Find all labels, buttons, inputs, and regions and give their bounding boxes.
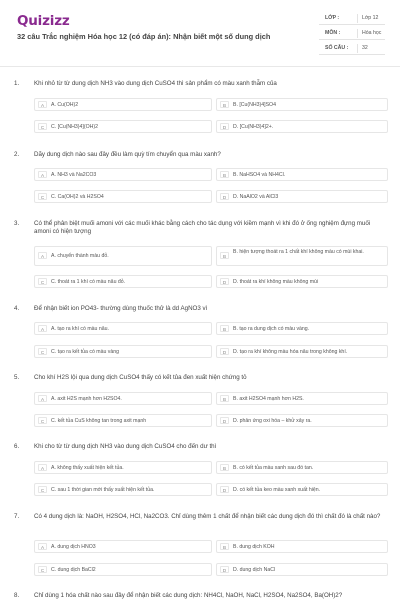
question-number: 8. <box>14 592 20 599</box>
option-letter: B <box>220 101 229 108</box>
option-letter: C <box>38 486 47 493</box>
option-letter: A <box>38 252 47 259</box>
option-letter: C <box>38 193 47 200</box>
question-number: 1. <box>14 80 20 87</box>
option-text: B. axit H2SO4 mạnh hơn H2S. <box>233 396 304 402</box>
option-text: C. sau 1 thời gian mới thấy xuất hiện kết tủa. <box>51 487 155 493</box>
option-letter: B <box>220 171 229 178</box>
question-text: Cho khí H2S lội qua dung dịch CuSO4 thấy có kết tủa đen xuất hiện chứng tỏ <box>34 374 247 381</box>
question-number: 4. <box>14 305 20 312</box>
option-a[interactable] <box>34 392 212 405</box>
option-c[interactable] <box>34 190 212 203</box>
meta-label: LỚP : <box>325 15 340 21</box>
option-letter: B <box>220 543 229 550</box>
option-b[interactable] <box>216 246 388 266</box>
quiz-title: 32 câu Trắc nghiệm Hóa học 12 (có đáp án): Nhận biết một số dung dịch <box>17 32 271 41</box>
meta-divider <box>357 29 358 38</box>
option-d[interactable] <box>216 345 388 358</box>
option-c[interactable] <box>34 120 212 133</box>
option-text: D. có kết tủa keo màu xanh xuất hiện. <box>233 487 321 493</box>
option-text: C. kết tủa CuS không tan trong axit mạnh <box>51 418 147 424</box>
option-text: D. thoát ra khí không màu không mùi <box>233 279 319 285</box>
option-d[interactable] <box>216 275 388 288</box>
meta-divider <box>357 14 358 23</box>
question-number: 7. <box>14 513 20 520</box>
option-text: B. NaHSO4 và NH4Cl. <box>233 172 286 178</box>
option-text: B. có kết tủa màu xanh sau đó tan. <box>233 465 314 471</box>
option-letter: A <box>38 171 47 178</box>
option-c[interactable] <box>34 345 212 358</box>
question-text: Dãy dung dịch nào sau đây đều làm quỳ tím chuyển qua màu xanh? <box>34 151 221 158</box>
option-a[interactable] <box>34 246 212 266</box>
meta-row-grade <box>319 12 385 25</box>
header-divider <box>0 66 400 67</box>
option-letter: D <box>220 348 229 355</box>
option-text: A. chuyển thành màu đỏ. <box>51 253 109 259</box>
meta-row-subject <box>319 27 385 40</box>
option-a[interactable] <box>34 461 212 474</box>
option-letter: A <box>38 101 47 108</box>
option-a[interactable] <box>34 168 212 181</box>
option-letter: D <box>220 486 229 493</box>
meta-label: MÔN : <box>325 30 341 36</box>
option-text: C. [Cu(NH3)4](OH)2 <box>51 124 98 130</box>
option-text: C. thoát ra 1 khí có màu nâu đỏ. <box>51 279 126 285</box>
option-text: A. dung dịch HNO3 <box>51 544 96 550</box>
option-letter: D <box>220 123 229 130</box>
question-text: Có 4 dung dịch là: NaOH, H2SO4, HCl, Na2CO3. Chỉ dùng thêm 1 chất để nhận biết các dung dịch đó thì chất đó là chất nào? <box>34 513 381 520</box>
question-text: Khi nhỏ từ từ dung dịch NH3 vào dung dịch CuSO4 thì sản phẩm có màu xanh thẫm của <box>34 80 277 87</box>
question-number: 3. <box>14 220 20 227</box>
option-text: D. dung dịch NaCl <box>233 567 276 573</box>
option-text: C. tạo ra kết tủa có màu vàng <box>51 349 120 355</box>
question-text: Có thể phân biệt muối amoni với các muối khác bằng cách cho tác dụng với kiềm mạnh vì khi đó ở ống nghiệm đựng muối amoni có hiện tượng <box>34 220 371 236</box>
option-letter: C <box>38 278 47 285</box>
question-number: 2. <box>14 151 20 158</box>
option-d[interactable] <box>216 414 388 427</box>
option-letter: B <box>220 325 229 332</box>
option-text: B. tạo ra dung dịch có màu vàng. <box>233 326 310 332</box>
option-text: B. hiện tượng thoát ra 1 chất khí không màu có mùi khai. <box>233 249 364 255</box>
option-b[interactable] <box>216 461 388 474</box>
option-c[interactable] <box>34 414 212 427</box>
meta-value: Hóa học <box>362 30 382 36</box>
option-text: A. axit H2S mạnh hơn H2SO4. <box>51 396 122 402</box>
option-b[interactable] <box>216 392 388 405</box>
question-text: Khi cho từ từ dung dịch NH3 vào dung dịch CuSO4 cho đến dư thì <box>34 443 217 450</box>
meta-divider <box>357 44 358 53</box>
option-letter: A <box>38 325 47 332</box>
option-letter: D <box>220 566 229 573</box>
option-letter: A <box>38 543 47 550</box>
meta-value: Lớp 12 <box>362 15 379 21</box>
question-number: 6. <box>14 443 20 450</box>
meta-value: 32 <box>362 45 368 51</box>
option-d[interactable] <box>216 563 388 576</box>
option-d[interactable] <box>216 483 388 496</box>
option-letter: C <box>38 348 47 355</box>
page-header <box>0 0 400 62</box>
option-c[interactable] <box>34 483 212 496</box>
question-text: Chỉ dùng 1 hóa chất nào sau đây để nhận biết các dung dịch: NH4Cl, NaOH, NaCl, H2SO4, Na2SO4, Ba(OH)2? <box>34 592 343 599</box>
option-text: A. không thấy xuất hiện kết tủa. <box>51 465 124 471</box>
option-text: D. [Cu(NH3)4]2+. <box>233 124 274 130</box>
option-text: D. tạo ra khí không màu hóa nâu trong không khí. <box>233 349 348 355</box>
option-d[interactable] <box>216 190 388 203</box>
option-letter: C <box>38 417 47 424</box>
option-text: C. dung dịch BaCl2 <box>51 567 96 573</box>
option-text: D. phản ứng oxi hóa – khử xảy ra. <box>233 418 312 424</box>
question-text: Để nhận biết ion PO43- thường dùng thuốc thử là dd AgNO3 vì <box>34 305 208 312</box>
option-a[interactable] <box>34 540 212 553</box>
option-text: A. tạo ra khí có màu nâu. <box>51 326 109 332</box>
option-letter: C <box>38 566 47 573</box>
question-number: 5. <box>14 374 20 381</box>
option-b[interactable] <box>216 98 388 111</box>
option-letter: A <box>38 464 47 471</box>
option-b[interactable] <box>216 540 388 553</box>
option-letter: A <box>38 395 47 402</box>
option-text: B. [Cu(NH3)4]SO4 <box>233 102 276 108</box>
option-c[interactable] <box>34 563 212 576</box>
option-b[interactable] <box>216 322 388 335</box>
option-text: C. Ca(OH)2 và H2SO4 <box>51 194 104 200</box>
option-c[interactable] <box>34 275 212 288</box>
option-a[interactable] <box>34 98 212 111</box>
meta-row-count <box>319 42 385 55</box>
option-b[interactable] <box>216 168 388 181</box>
option-text: A. Cu(OH)2 <box>51 102 79 108</box>
option-text: A. NH3 và Na2CO3 <box>51 172 97 178</box>
option-text: D. NaAlO2 và AlCl3 <box>233 194 279 200</box>
option-letter: D <box>220 417 229 424</box>
meta-label: SỐ CÂU : <box>325 45 349 51</box>
option-text: B. dung dịch KOH <box>233 544 275 550</box>
option-letter: B <box>220 252 229 259</box>
option-letter: D <box>220 193 229 200</box>
option-d[interactable] <box>216 120 388 133</box>
option-a[interactable] <box>34 322 212 335</box>
option-letter: B <box>220 395 229 402</box>
option-letter: C <box>38 123 47 130</box>
option-letter: B <box>220 464 229 471</box>
quizizz-logo: Quizizz <box>17 13 70 29</box>
option-letter: D <box>220 278 229 285</box>
